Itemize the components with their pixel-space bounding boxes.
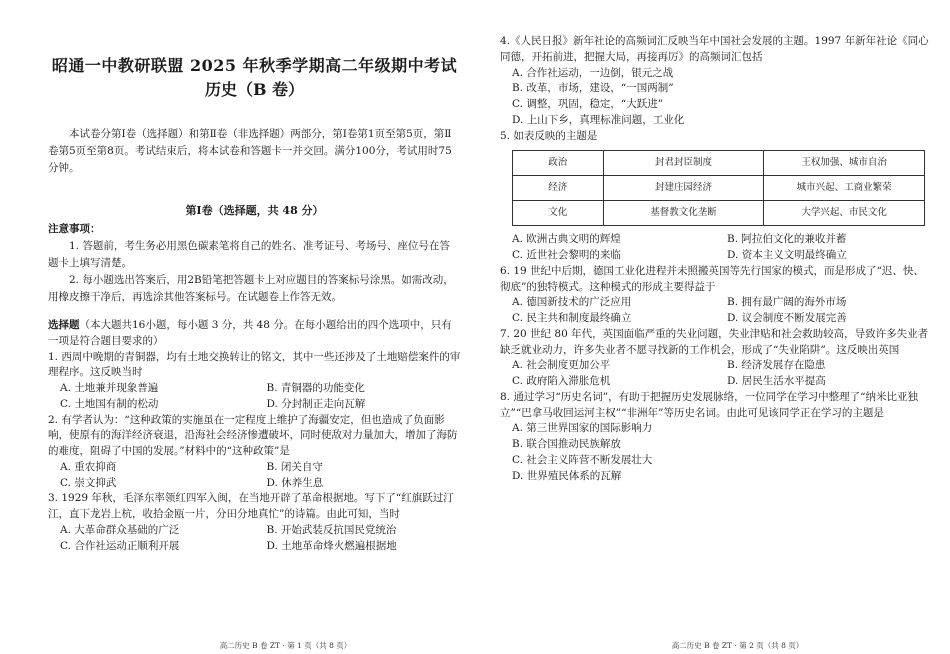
option-a: A. 社会制度更加公平 — [512, 359, 611, 372]
question-stem: 3. 1929 年秋，毛泽东率领红四军入闽，在当地开辟了革命根据地。写下了“红旗跃过汀江，直下龙岩上杭，收拾金瓯一片，分田分地真忙”的诗篇。由此可知，当时 — [48, 492, 454, 520]
table-cell: 经济 — [513, 176, 604, 201]
choice-intro: （本大题共16小题，每小题 3 分，共 48 分。在每小题给出的四个选项中，只有一项是符合题目要求的） — [48, 319, 452, 347]
notes-heading: 注意事项： — [48, 223, 101, 235]
note-1: 1. 答题前，考生务必用黑色碳素笔将自己的姓名、准考证号、考场号、座位号在答题卡上填写清楚。 — [48, 240, 450, 269]
notes — [48, 221, 458, 306]
question-1 — [48, 350, 461, 413]
question-stem: 5. 如表反映的主题是 — [500, 129, 598, 142]
section-heading: 第Ⅰ卷（选择题，共 48 分） — [185, 204, 324, 217]
table-cell: 文化 — [513, 201, 604, 226]
option-c: C. 崇文抑武 — [60, 476, 117, 489]
table-cell: 大学兴起、市民文化 — [764, 201, 925, 226]
option-b: B. 联合国推动民族解放 — [512, 438, 621, 450]
option-d: D. 土地革命烽火燃遍根据地 — [266, 539, 397, 552]
option-b: B. 青铜器的功能变化 — [266, 382, 365, 394]
option-c: C. 社会主义阵营不断发展壮大 — [512, 453, 653, 466]
option-b: B. 改革，市场，建设，“一国两制” — [512, 82, 674, 95]
right-page — [475, 0, 950, 654]
option-d: D. 议会制度不断发展完善 — [727, 312, 847, 324]
page-footer: 高二历史 B 卷 ZT · 第 2 页（共 8 页） — [671, 641, 804, 650]
table-row — [513, 151, 925, 176]
option-c: C. 民主共和制度最终确立 — [512, 312, 632, 324]
option-a: A. 大革命群众基础的广泛 — [60, 523, 180, 536]
choice-section — [0, 318, 475, 554]
option-c: C. 近世社会黎明的来临 — [512, 249, 621, 261]
table-cell: 政治 — [513, 151, 604, 176]
table-row — [513, 176, 925, 201]
option-a: A. 第三世界国家的国际影响力 — [512, 422, 653, 435]
page-footer: 高二历史 B 卷 ZT · 第 1 页（共 8 页） — [219, 641, 352, 650]
option-d: D. 资本主义文明最终确立 — [727, 249, 847, 261]
question-stem: 6. 19 世纪中后期，德国工业化进程并未照搬英国等先行国家的模式，而是形成了“迟、快、彻底”的独特模式。这种模式的形成主要得益于 — [500, 264, 924, 293]
question-6 — [500, 264, 930, 327]
option-a: A. 德国新技术的广泛应用 — [512, 296, 632, 309]
exam-subtitle: 历史（B 卷） — [204, 80, 305, 99]
question-stem: 1. 西周中晚期的青铜器，均有土地交换转让的铭文，其中一些还涉及了土地赔偿案件的审理程序。这反映当时 — [48, 350, 461, 379]
choice-heading: 选择题 — [48, 319, 80, 331]
option-b: B. 开始武装反抗国民党统治 — [266, 523, 397, 536]
option-a: A. 欧洲古典文明的辉煌 — [512, 233, 621, 246]
option-c: C. 调整，巩固，稳定，“大跃进” — [512, 98, 664, 110]
option-a: A. 重农抑商 — [60, 460, 117, 473]
table-cell: 封君封臣制度 — [603, 151, 764, 176]
choice-instructions — [48, 318, 461, 350]
question-4 — [500, 34, 930, 129]
question-8 — [500, 390, 930, 485]
question-7 — [500, 327, 930, 390]
question-stem: 7. 20 世纪 80 年代，英国面临严重的失业问题，失业津贴和社会救助较高，导致许多失业者缺乏就业动力，许多失业者不愿寻找新的工作机会，形成了“失业陷阱”。这反映出英国 — [500, 327, 929, 356]
comparison-table — [512, 150, 925, 226]
option-b: B. 拥有最广阔的海外市场 — [727, 296, 847, 309]
question-2 — [48, 413, 461, 492]
question-stem: 8. 通过学习“历史名词”，有助于把握历史发展脉络，一位同学在学习中整理了“纳米比亚独立”“巴拿马收回运河主权”“非洲年”等历史名词。由此可见该同学正在学习的主题是 — [500, 390, 918, 419]
option-d: D. 上山下乡，真理标准问题，工业化 — [512, 113, 685, 126]
table-cell: 封建庄园经济 — [603, 176, 764, 201]
option-b: B. 阿拉伯文化的兼收并蓄 — [727, 233, 847, 246]
option-b: B. 经济发展存在隐患 — [727, 359, 826, 372]
option-c: C. 土地国有制的松动 — [60, 397, 159, 410]
question-stem: 4.《人民日报》新年社论的高频词汇反映当年中国社会发展的主题。1997 年新年社论《同心同德，开拓前进，把握大局，再接再厉》的高频词汇包括 — [500, 35, 929, 63]
option-d: D. 世界殖民体系的瓦解 — [512, 469, 622, 482]
option-c: C. 政府陷入滞胀危机 — [512, 375, 611, 387]
question-5 — [500, 129, 930, 264]
option-a: A. 土地兼并现象普遍 — [60, 382, 159, 394]
right-questions — [475, 34, 950, 484]
table-row — [513, 201, 925, 226]
option-b: B. 闭关自守 — [266, 460, 323, 473]
option-d: D. 分封制正走向瓦解 — [266, 397, 366, 410]
option-d: D. 居民生活水平提高 — [727, 375, 826, 387]
table-cell: 基督教文化垄断 — [603, 201, 764, 226]
question-3 — [48, 491, 461, 554]
option-a: A. 合作社运动，一边倒，银元之战 — [512, 66, 674, 79]
option-c: C. 合作社运动正顺利开展 — [60, 539, 180, 552]
table-cell: 王权加强、城市自治 — [764, 151, 925, 176]
table-cell: 城市兴起、工商业繁荣 — [764, 176, 925, 201]
exam-title: 昭通一中教研联盟 2025 年秋季学期高二年级期中考试 — [51, 56, 458, 75]
option-d: D. 休养生息 — [266, 476, 324, 489]
note-2: 2. 每小题选出答案后，用2B铅笔把答题卡上对应题目的答案标号涂黑。如需改动，用橡皮擦干净后，再选涂其他答案标号。在试题卷上作答无效。 — [48, 274, 454, 303]
exam-intro: 本试卷分第Ⅰ卷（选择题）和第Ⅱ卷（非选择题）两部分，第Ⅰ卷第1页至第5页，第Ⅱ卷第5页至第8页。考试结束后，将本试卷和答题卡一并交回。满分100分，考试用时75分钟。 — [48, 128, 452, 174]
question-stem: 2. 有学者认为：“这种政策的实施虽在一定程度上维护了海疆安定，但也造成了负面影响，使原有的海洋经济衰退，沿海社会经济惨遭破坏，同时使敌对力量加大，增加了海防的难度，阻碍了中国的发展。”材料中的“这种政策”是 — [48, 413, 458, 457]
